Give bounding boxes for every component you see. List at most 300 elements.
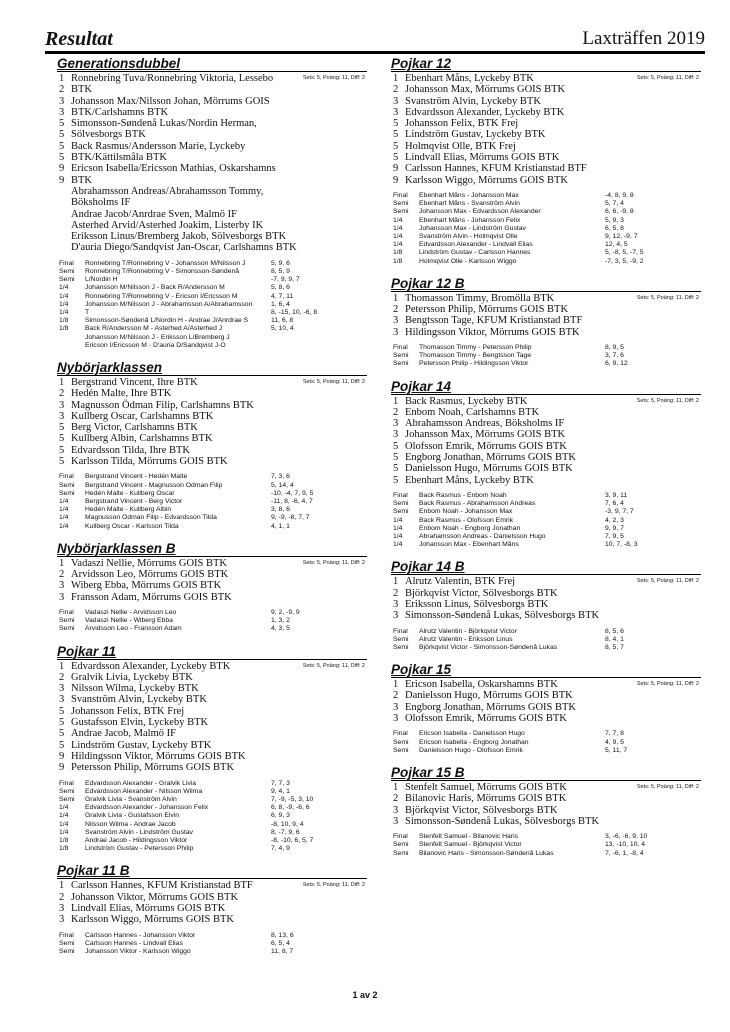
match-score: 1, 6, 4 bbox=[271, 300, 290, 308]
match-round: 1/4 bbox=[59, 828, 69, 836]
section-title: Nybörjarklassen B bbox=[57, 541, 367, 557]
placement-name: D'auria Diego/Sandqvist Jan-Oscar, Carlshamns BTK bbox=[71, 242, 297, 254]
match-round bbox=[57, 334, 85, 342]
placement-name: Johansson Max, Mörrums GOIS BTK bbox=[405, 429, 566, 441]
placement-name: Ronnebring Tuva/Ronnebring Viktoria, Lessebo bbox=[71, 73, 274, 84]
placement-row bbox=[391, 418, 701, 429]
placement-rank: 5 bbox=[59, 705, 65, 717]
match-list bbox=[391, 833, 701, 858]
match-row bbox=[391, 492, 701, 500]
placement-rank: 3 bbox=[59, 591, 65, 603]
placement-name: Enbom Noah, Carlshamns BTK bbox=[405, 406, 540, 418]
match-score: -7, 3, 5, -9, 2 bbox=[605, 257, 644, 265]
match-score: 4, 3, 5 bbox=[271, 625, 290, 633]
match-score: 1, 3, 2 bbox=[271, 617, 290, 625]
placement-rank: 3 bbox=[393, 701, 399, 713]
match-row bbox=[57, 293, 367, 301]
match-list bbox=[391, 730, 701, 755]
placement-row bbox=[391, 475, 701, 486]
placement-rank: 3 bbox=[393, 418, 399, 430]
match-row bbox=[57, 284, 367, 292]
section-title: Pojkar 14 bbox=[391, 379, 701, 395]
placement-rank: 3 bbox=[393, 429, 399, 441]
placement-row bbox=[391, 588, 701, 599]
placement-list bbox=[57, 377, 367, 467]
scoring-rules: Sets: 5, Poäng: 11, Diff: 2 bbox=[636, 783, 699, 790]
match-row bbox=[391, 208, 701, 216]
result-section bbox=[57, 863, 367, 956]
placement-name: Hildingsson Viktor, Mörrums GOIS BTK bbox=[405, 326, 580, 338]
placement-row bbox=[57, 580, 367, 591]
placement-name: Lindström Gustav, Lyckeby BTK bbox=[71, 739, 212, 751]
match-players: Ebenhart Måns - Johansson Felix bbox=[419, 216, 521, 224]
match-score: -10, -4, 7, 9, 5 bbox=[271, 489, 314, 497]
match-score: 7, 7, 8 bbox=[605, 730, 624, 738]
section-title: Generationsdubbel bbox=[57, 56, 367, 72]
placement-row bbox=[57, 903, 367, 914]
placement-name: Edvardsson Alexander, Lyckeby BTK bbox=[405, 106, 565, 118]
match-score: 4, 1, 1 bbox=[271, 522, 290, 530]
match-round: Semi bbox=[393, 508, 409, 516]
match-round: Semi bbox=[393, 643, 409, 651]
match-score: 5, 7, 4 bbox=[605, 200, 624, 208]
placement-row bbox=[57, 388, 367, 399]
match-row bbox=[57, 788, 367, 796]
placement-rank: 5 bbox=[393, 118, 399, 130]
placement-row bbox=[57, 231, 367, 242]
placement-rank: 9 bbox=[393, 174, 399, 186]
match-row bbox=[57, 845, 367, 853]
placement-rank: 5 bbox=[393, 152, 399, 164]
section-title: Pojkar 15 bbox=[391, 662, 701, 678]
match-round: Final bbox=[393, 833, 408, 841]
placement-rank: 3 bbox=[393, 610, 399, 622]
match-round: Semi bbox=[59, 795, 75, 803]
placement-rank: 3 bbox=[59, 580, 65, 592]
match-players: Stenfelt Samuel - Bilanovic Haris bbox=[419, 833, 518, 841]
placement-row bbox=[57, 209, 367, 220]
placement-row bbox=[391, 463, 701, 474]
match-score: 13, -10, 10, 4 bbox=[605, 841, 646, 849]
placement-name: Svanström Alvin, Lyckeby BTK bbox=[71, 694, 207, 706]
placement-rank: 2 bbox=[393, 304, 399, 316]
placement-rank: 3 bbox=[393, 815, 399, 827]
placement-name: Lindvall Elias, Mörrums GOIS BTK bbox=[405, 152, 560, 164]
match-round: 1/8 bbox=[59, 325, 69, 333]
match-score: 8, 5, 9 bbox=[271, 267, 290, 275]
match-row bbox=[391, 258, 701, 266]
match-row bbox=[57, 829, 367, 837]
result-section bbox=[57, 541, 367, 634]
match-players: Back Rasmus - Enbom Noah bbox=[419, 491, 507, 499]
placement-name: Simonsson-Søndenå Lukas, Sölvesborgs BTK bbox=[405, 610, 600, 622]
placement-row bbox=[391, 141, 701, 152]
placement-row bbox=[57, 445, 367, 456]
match-score: 9, 9, 7 bbox=[605, 524, 624, 532]
placement-rank: 1 bbox=[59, 557, 65, 569]
result-section bbox=[391, 765, 701, 858]
match-row bbox=[57, 325, 367, 333]
match-row bbox=[57, 617, 367, 625]
placement-rank: 3 bbox=[393, 106, 399, 118]
match-list bbox=[391, 344, 701, 369]
placement-name: Asterhed Arvid/Asterhed Joakim, Listerby IK bbox=[71, 219, 264, 231]
placement-row bbox=[57, 411, 367, 422]
match-list bbox=[391, 492, 701, 549]
placement-row bbox=[57, 717, 367, 728]
placement-rank bbox=[57, 209, 71, 220]
placement-row bbox=[57, 175, 367, 186]
match-round: 1/4 bbox=[393, 224, 403, 232]
match-row bbox=[57, 523, 367, 531]
match-row bbox=[391, 500, 701, 508]
placement-row bbox=[391, 304, 701, 315]
section-title: Pojkar 14 B bbox=[391, 559, 701, 575]
placement-rank: 1 bbox=[393, 292, 399, 304]
match-row bbox=[57, 482, 367, 490]
match-players: Back Rasmus - Abrahamsson Andreas bbox=[419, 500, 536, 508]
placement-row bbox=[391, 84, 701, 95]
match-row bbox=[57, 609, 367, 617]
match-score bbox=[271, 342, 367, 350]
match-round: 1/8 bbox=[59, 845, 69, 853]
match-row bbox=[57, 948, 367, 956]
placement-name: Simonsson-Søndenå Lukas, Sölvesborgs BTK bbox=[405, 815, 600, 827]
match-round: 1/4 bbox=[59, 820, 69, 828]
placement-name: Andrae Jacob/Anrdrae Sven, Malmö IF bbox=[71, 208, 237, 220]
match-players: Bergstrand Vincent - Berg Victor bbox=[85, 497, 183, 505]
match-score: 6, 9, 3 bbox=[271, 812, 290, 820]
placement-rank: 1 bbox=[59, 73, 65, 84]
placement-list bbox=[57, 661, 367, 774]
placement-name: Johansson Max, Mörrums GOIS BTK bbox=[405, 84, 566, 96]
match-score: 6, 8, -9, -6, 6 bbox=[271, 804, 310, 812]
placement-row bbox=[57, 706, 367, 717]
match-score: 7, 3, 6 bbox=[271, 473, 290, 481]
placement-rank: 1 bbox=[393, 395, 399, 407]
match-row bbox=[57, 473, 367, 481]
result-section bbox=[57, 56, 367, 350]
match-round: Final bbox=[393, 627, 408, 635]
placement-rank bbox=[57, 231, 71, 242]
placement-rank: 5 bbox=[59, 118, 65, 130]
match-players: Hedén Malte - Kullberg Albin bbox=[85, 506, 172, 514]
scoring-rules: Sets: 5, Poäng: 11, Diff: 2 bbox=[302, 75, 365, 81]
placement-name: Johansson Max/Nilsson Johan, Mörrums GOIS bbox=[71, 95, 270, 107]
placement-rank: 2 bbox=[59, 388, 65, 400]
match-round: Semi bbox=[59, 617, 75, 625]
match-round: Final bbox=[393, 730, 408, 738]
placement-name: Danielsson Hugo, Mörrums GOIS BTK bbox=[405, 463, 573, 475]
match-players: Arvidsson Leo - Fransson Adam bbox=[85, 625, 182, 633]
match-players: Thomasson Timmy - Petersson Philip bbox=[419, 343, 532, 351]
placement-name: Gralvik Livia, Lyckeby BTK bbox=[71, 671, 193, 683]
placement-row bbox=[391, 315, 701, 326]
match-score: 9, 4, 1 bbox=[271, 787, 290, 795]
placement-row bbox=[391, 452, 701, 463]
placement-name: Abrahamsson Andreas, Böksholms IF bbox=[405, 418, 565, 430]
scoring-rules: Sets: 5, Poäng: 11, Diff: 2 bbox=[636, 397, 699, 404]
placement-row bbox=[57, 422, 367, 433]
match-players: Vadaszi Nellie - Arvidsson Leo bbox=[85, 608, 177, 616]
scoring-rules: Sets: 5, Poäng: 11, Diff: 2 bbox=[636, 294, 699, 301]
match-score: 4, 2, 3 bbox=[605, 516, 624, 524]
placement-name: Hedén Malte, Ihre BTK bbox=[71, 388, 172, 400]
match-score: 8, -7, 9, 6 bbox=[271, 828, 300, 836]
placement-row bbox=[57, 141, 367, 152]
match-row bbox=[57, 498, 367, 506]
section-title: Nybörjarklassen bbox=[57, 360, 367, 376]
placement-name: Abrahamsson Andreas/Abrahamsson Tommy, bbox=[71, 185, 264, 197]
match-row bbox=[391, 360, 701, 368]
placement-row bbox=[391, 441, 701, 452]
placement-rank: 1 bbox=[59, 376, 65, 388]
match-row bbox=[57, 490, 367, 498]
placement-row bbox=[391, 429, 701, 440]
match-score: 6, 6, -9, 8 bbox=[605, 208, 634, 216]
match-round: 1/4 bbox=[59, 284, 69, 292]
match-players: Bergstrand Vincent - Hedén Malte bbox=[85, 473, 188, 481]
placement-row bbox=[391, 152, 701, 163]
placement-rank bbox=[57, 220, 71, 231]
match-players: Back R/Andersson M - Asterhed A/Asterhed J bbox=[85, 325, 223, 333]
match-round: 1/8 bbox=[59, 836, 69, 844]
placement-rank: 9 bbox=[59, 762, 65, 774]
placement-name: Lindvall Elias, Mörrums GOIS BTK bbox=[71, 902, 226, 914]
placement-rank: 1 bbox=[59, 660, 65, 672]
placement-row bbox=[57, 892, 367, 903]
match-score: 3, 9, 11 bbox=[605, 491, 628, 499]
page-header bbox=[45, 28, 705, 54]
match-players: Johansson M/Nilsson J - Eriksson L/Bremberg J bbox=[85, 333, 230, 341]
placement-name: Back Rasmus/Andersson Marie, Lyckeby bbox=[71, 140, 246, 152]
match-list bbox=[57, 609, 367, 634]
placement-rank: 5 bbox=[59, 140, 65, 152]
match-players: Petersson Philip - Hildingsson Viktor bbox=[419, 360, 529, 368]
placement-row bbox=[57, 163, 367, 174]
placement-row bbox=[57, 740, 367, 751]
match-round: 1/4 bbox=[59, 497, 69, 505]
match-score: 6, 5, 8 bbox=[605, 224, 624, 232]
placement-name: Edvardsson Tilda, Ihre BTK bbox=[71, 444, 190, 456]
placement-row bbox=[57, 84, 367, 95]
placement-name: Bilanovic Haris, Mörrums GOIS BTK bbox=[405, 793, 567, 805]
placement-rank bbox=[57, 197, 71, 208]
match-round: 1/4 bbox=[393, 232, 403, 240]
match-row bbox=[57, 796, 367, 804]
match-row bbox=[391, 517, 701, 525]
match-round: Semi bbox=[59, 947, 75, 955]
match-round: 1/4 bbox=[59, 522, 69, 530]
result-section bbox=[391, 276, 701, 369]
placement-name: Carlsson Hannes, KFUM Kristianstad BTF bbox=[71, 880, 253, 892]
placement-row bbox=[57, 683, 367, 694]
result-section bbox=[391, 379, 701, 550]
match-round: Semi bbox=[393, 738, 409, 746]
placement-name: Johansson Felix, BTK Frej bbox=[405, 118, 519, 130]
match-row bbox=[57, 940, 367, 948]
match-row bbox=[391, 636, 701, 644]
match-score: -11, 8, -6, 4, 7 bbox=[271, 497, 313, 505]
match-row bbox=[57, 342, 367, 350]
match-round: 1/4 bbox=[59, 506, 69, 514]
placement-name: Thomasson Timmy, Bromölla BTK bbox=[405, 292, 555, 304]
match-players: Danielsson Hugo - Olofsson Emrik bbox=[419, 746, 523, 754]
placement-rank: 9 bbox=[59, 174, 65, 186]
match-players: Vadaszi Nellie - Wiberg Ebba bbox=[85, 617, 173, 625]
placement-name: Berg Victor, Carlshamns BTK bbox=[71, 422, 198, 434]
placement-list bbox=[391, 73, 701, 186]
match-score: 7, -6, 1, -8, 4 bbox=[605, 849, 644, 857]
placement-rank: 3 bbox=[59, 399, 65, 411]
match-score: 9, 12, -9, 7 bbox=[605, 232, 638, 240]
placement-rank: 2 bbox=[59, 84, 65, 96]
match-score: -4, 8, 9, 8 bbox=[605, 191, 634, 199]
placement-name: Sölvesborgs BTK bbox=[71, 129, 146, 141]
placement-row bbox=[391, 793, 701, 804]
match-round: Semi bbox=[393, 360, 409, 368]
match-score: 12, 4, 5 bbox=[605, 241, 628, 249]
placement-name: Karlsson Tilda, Mörrums GOIS BTK bbox=[71, 456, 228, 468]
match-players: Johansson Max - Lindström Gustav bbox=[419, 224, 526, 232]
left-column bbox=[57, 56, 367, 966]
placement-row bbox=[57, 456, 367, 467]
match-row bbox=[391, 233, 701, 241]
match-players: Edvardsson Alexander - Lindvall Elias bbox=[419, 241, 533, 249]
match-score bbox=[271, 334, 367, 342]
section-title: Pojkar 12 B bbox=[391, 276, 701, 292]
match-round: Semi bbox=[393, 746, 409, 754]
match-round: Semi bbox=[393, 200, 409, 208]
match-row bbox=[391, 533, 701, 541]
match-list bbox=[391, 628, 701, 653]
placement-row bbox=[57, 433, 367, 444]
match-players: Magnusson Ödman Filip - Edvardsson Tilda bbox=[85, 514, 217, 522]
placement-row bbox=[57, 129, 367, 140]
section-title: Pojkar 11 bbox=[57, 644, 367, 660]
match-score: 10, 7, -8, 3 bbox=[605, 541, 638, 549]
scoring-rules: Sets: 5, Poäng: 11, Diff: 2 bbox=[302, 378, 365, 385]
match-score: 8, -15, 10, -6, 8 bbox=[271, 308, 318, 316]
match-row bbox=[391, 249, 701, 257]
placement-row bbox=[57, 592, 367, 603]
match-score: 6, 5, 4 bbox=[271, 939, 290, 947]
match-score: 11, 8, 7 bbox=[271, 947, 294, 955]
placement-rank: 5 bbox=[59, 717, 65, 729]
placement-rank: 3 bbox=[393, 598, 399, 610]
placement-row bbox=[57, 220, 367, 231]
placement-row bbox=[391, 129, 701, 140]
placement-list bbox=[57, 73, 367, 254]
match-score: 3, 7, 6 bbox=[605, 352, 624, 360]
match-players: Ronnebring T/Ronnebring V - Ericson I/Ericsson M bbox=[85, 292, 238, 300]
match-row bbox=[391, 344, 701, 352]
match-players: Holmqvist Olle - Karlsson Wiggo bbox=[419, 257, 517, 265]
page-title: Resultat bbox=[45, 28, 113, 50]
placement-list bbox=[57, 880, 367, 925]
placement-name: Alrutz Valentin, BTK Frej bbox=[405, 576, 516, 588]
placement-rank: 1 bbox=[393, 679, 399, 691]
match-score: 5, 14, 4 bbox=[271, 481, 294, 489]
placement-row bbox=[391, 805, 701, 816]
placement-rank: 3 bbox=[59, 106, 65, 118]
match-players: Ronnebring T/Ronnebring V - Simonsson-Søndenå bbox=[85, 267, 240, 275]
placement-row bbox=[391, 702, 701, 713]
match-row bbox=[391, 628, 701, 636]
placement-rank: 3 bbox=[393, 315, 399, 327]
match-round: 1/4 bbox=[59, 804, 69, 812]
match-round: Final bbox=[393, 343, 408, 351]
match-players: Ebenhart Måns - Svanström Alvin bbox=[419, 200, 520, 208]
match-players: Abrahamsson Andreas - Danielsson Hugo bbox=[419, 532, 546, 540]
placement-rank: 2 bbox=[393, 406, 399, 418]
match-players: Gralvik Livia - Svanström Alvin bbox=[85, 795, 177, 803]
match-players: Svanström Alvin - Holmqvist Olle bbox=[419, 232, 518, 240]
placement-row bbox=[391, 163, 701, 174]
placement-name: Hildingsson Viktor, Mörrums GOIS BTK bbox=[71, 750, 246, 762]
match-players: T bbox=[85, 308, 90, 316]
match-round: Semi bbox=[59, 625, 75, 633]
match-score: 6, 9, 12 bbox=[605, 360, 628, 368]
placement-rank: 3 bbox=[393, 804, 399, 816]
placement-row bbox=[391, 610, 701, 621]
match-list bbox=[57, 932, 367, 957]
placement-name: Stenfelt Samuel, Mörrums GOIS BTK bbox=[405, 781, 567, 793]
placement-name: BTK/Kättilsmåla BTK bbox=[71, 152, 167, 164]
match-players: Alrutz Valentin - Eriksson Linus bbox=[419, 635, 513, 643]
placement-name: Edvardsson Alexander, Lyckeby BTK bbox=[71, 660, 231, 672]
match-players: Johansson Max - Edvardsson Alexander bbox=[419, 208, 541, 216]
match-players: Ronnebring T/Ronnebring V - Johansson M/Nilsson J bbox=[85, 259, 246, 267]
match-row bbox=[57, 309, 367, 317]
placement-name: Bengtsson Tage, KFUM Kristianstad BTF bbox=[405, 315, 583, 327]
placement-rank: 9 bbox=[393, 163, 399, 175]
result-section bbox=[391, 559, 701, 652]
match-row bbox=[57, 625, 367, 633]
placement-row bbox=[391, 107, 701, 118]
placement-rank: 3 bbox=[393, 713, 399, 725]
match-score: 5, 8, 6 bbox=[271, 284, 290, 292]
match-score: 3, -6, -6, 9, 10 bbox=[605, 833, 648, 841]
match-score: 8, 5, 6 bbox=[605, 627, 624, 635]
placement-name: Ebenhart Måns, Lyckeby BTK bbox=[405, 73, 534, 84]
match-round: Semi bbox=[393, 849, 409, 857]
match-score: 4, 9, 5 bbox=[605, 738, 624, 746]
match-players: Enbom Noah - Johansson Max bbox=[419, 508, 513, 516]
match-score: -7, 9, 9, 7 bbox=[271, 276, 300, 284]
placement-name: Karlsson Wiggo, Mörrums GOIS BTK bbox=[405, 174, 569, 186]
match-round: Final bbox=[59, 931, 74, 939]
match-round: 1/4 bbox=[393, 516, 403, 524]
placement-rank: 3 bbox=[59, 410, 65, 422]
placement-rank: 5 bbox=[393, 129, 399, 141]
match-round: Final bbox=[393, 491, 408, 499]
match-row bbox=[391, 241, 701, 249]
placement-row bbox=[391, 118, 701, 129]
placement-name: Ericson Isabella/Ericsson Mathias, Oskarshamns bbox=[71, 163, 276, 175]
match-players: Thomasson Timmy - Bengtsson Tage bbox=[419, 352, 532, 360]
match-score: 9, -9, -8, 7, 7 bbox=[271, 514, 310, 522]
result-section bbox=[391, 662, 701, 755]
match-score: 7, 6, 4 bbox=[605, 500, 624, 508]
match-score: 5, 9, 6 bbox=[271, 259, 290, 267]
match-round: 1/4 bbox=[393, 541, 403, 549]
placement-row bbox=[391, 816, 701, 827]
placement-rank: 5 bbox=[59, 152, 65, 164]
placement-row bbox=[57, 186, 367, 197]
placement-row bbox=[57, 569, 367, 580]
match-players: Nilsson Wilma - Andrae Jacob bbox=[85, 820, 176, 828]
